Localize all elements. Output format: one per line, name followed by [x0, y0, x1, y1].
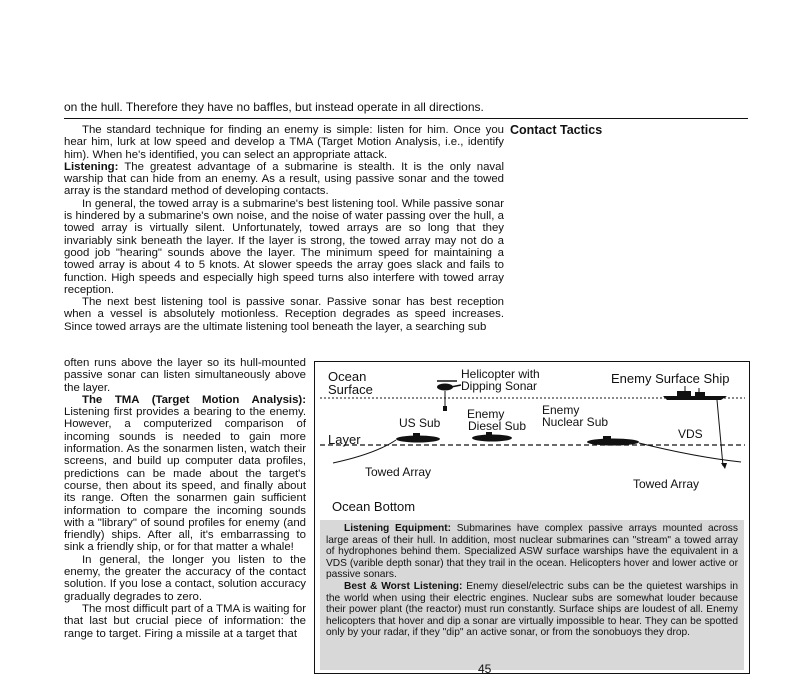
tma-text: Listening first provides a bearing to the enemy. However, a computerized comparison of incoming sounds is needed to gain more information. As the sonarmen listen, watch their screens, and build up computer data profiles, predictions can be made about the target's course, then about its speed, and finally about its range. Often the sonarmen gain sufficient information to compare the incoming sounds with a "library" of sound profiles for enemy (and friendly) ships. After all, it's embarrassing to sink a friendly ship, or for that matter a whale!	[64, 406, 306, 554]
label-ocean-surface-1: Ocean	[328, 369, 367, 384]
label-vds: VDS	[678, 427, 703, 441]
section-heading: Contact Tactics	[510, 123, 603, 137]
label-enemy-diesel-1: Enemy	[467, 407, 505, 421]
label-towed-array-right: Towed Array	[633, 477, 700, 491]
caption-equipment-lead: Listening Equipment:	[344, 523, 452, 534]
helicopter-icon	[437, 381, 461, 411]
figure-caption	[320, 520, 744, 670]
section-rule	[64, 118, 748, 119]
label-enemy-nuclear-1: Enemy	[542, 403, 580, 417]
continued-text-line: on the hull. Therefore they have no baffles, but instead operate in all directions.	[64, 100, 484, 114]
paragraph: In general, the longer you listen to the enemy, the greater the accuracy of the contact solution. If you lose a contact, solution accuracy gradually degrades to zero.	[64, 553, 306, 603]
paragraph-tma	[64, 394, 306, 554]
paragraph: In general, the towed array is a submarine's best listening tool. While passive sonar is hindered by a submarine's own noise, and the noise of water passing over the hull, a towed array is virtually silent. Unfortunately, towed arrays are so long that they invariably sink beneath the layer. If the layer is strong, the towed array may not do a good job "hearing" sounds above the layer. The minimum speed for maintaining a towed array is about 4 to 5 knots. At slower speeds the array goes slack and fails to function. High speeds and especially high speed turns also interfere with towed array reception.	[64, 197, 504, 296]
vds-body-icon	[721, 463, 727, 469]
caption-best-worst-text: Enemy diesel/electric subs can be the quietest warships in the world when using their electric engines. Nuclear subs are somewhat louder because their power plant (the reactor) must run constantly. Surface ships are loudest of all. Enemy helicopters that hover and dip a sonar are virtually impossible to hear. They can be spotted only by your radar, if they "dip" an active sonar, or from the sonobuoys they drop.	[326, 580, 738, 639]
label-ocean-bottom: Ocean Bottom	[332, 499, 416, 514]
label-enemy-diesel-2: Diesel Sub	[468, 419, 527, 433]
label-layer: Layer	[328, 432, 361, 447]
towed-array-right-line	[639, 443, 741, 462]
narrow-column-text	[64, 357, 306, 640]
caption-equipment-text: Submarines have complex passive arrays mounted across large areas of their hull. In addition, most nuclear submarines can "stream" a towed array of hydrophones behind them. Specialized ASW surface warships have the equivalent in a VDS (varible depth sonar) that they trail in the ocean. Helicopters hover and lower active or passive sonars.	[326, 523, 738, 581]
tma-lead: The TMA (Target Motion Analysis):	[82, 393, 306, 406]
paragraph: The standard technique for finding an enemy is simple: listen for him. Once you hear him, lurk at low speed and develop a TMA (Target Motion Analysis, i.e., identify him). When he's identified, you can select an appropriate attack.	[64, 124, 504, 161]
paragraph: The most difficult part of a TMA is waiting for that last but crucial piece of information: the range to target. Firing a missile at a target that	[64, 602, 306, 640]
listening-lead: Listening:	[64, 160, 119, 173]
label-enemy-surface-ship: Enemy Surface Ship	[611, 371, 730, 386]
paragraph: The next best listening tool is passive sonar. Passive sonar has best reception when a vessel is absolutely motionless. Reception degrades as speed increases. Since towed arrays are the ultimate listening tool beneath the layer, a searching sub	[64, 296, 504, 333]
sonar-figure	[314, 361, 750, 674]
sonar-diagram	[315, 362, 748, 519]
label-towed-array-left: Towed Array	[365, 465, 432, 479]
listening-text: The greatest advantage of a submarine is stealth. It is the only naval warship that can hide from an enemy. As a result, using passive sonar and the towed array is the standard method of developing contacts.	[64, 160, 504, 198]
label-ocean-surface-2: Surface	[328, 382, 373, 397]
page-number: 45	[478, 662, 492, 676]
label-enemy-nuclear-2: Nuclear Sub	[542, 415, 609, 429]
vds-cable	[717, 400, 723, 466]
caption-best-worst	[326, 581, 738, 639]
us-sub-icon	[396, 433, 440, 443]
paragraph-continued: often runs above the layer so its hull-mounted passive sonar can listen simultaneously above the layer.	[64, 357, 306, 394]
ship-icon	[663, 386, 727, 400]
label-helicopter-1: Helicopter with	[461, 367, 540, 381]
label-us-sub: US Sub	[399, 416, 441, 430]
paragraph-listening	[64, 161, 504, 198]
diesel-sub-icon	[472, 432, 512, 442]
nuclear-sub-icon	[587, 436, 639, 446]
main-column-text	[64, 124, 504, 333]
label-helicopter-2: Dipping Sonar	[461, 379, 538, 393]
caption-best-worst-lead: Best & Worst Listening:	[344, 580, 463, 592]
caption-equipment	[326, 523, 738, 581]
